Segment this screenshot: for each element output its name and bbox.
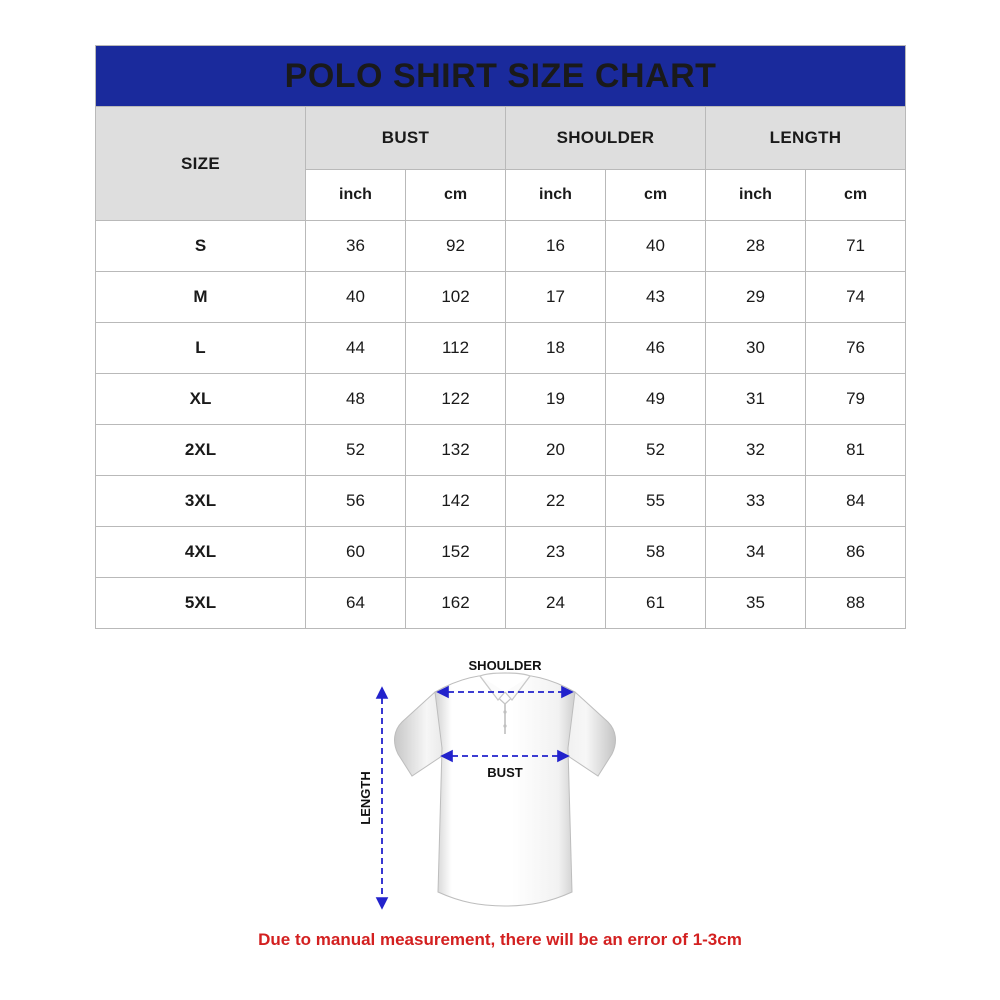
table-row <box>96 323 906 374</box>
table-row <box>96 476 906 527</box>
cell-shoulder-inch: 18 <box>506 323 606 374</box>
cell-size: 2XL <box>96 425 306 476</box>
cell-shoulder-inch: 16 <box>506 221 606 272</box>
cell-length-cm: 74 <box>806 272 906 323</box>
length-label: LENGTH <box>358 771 373 825</box>
cell-size: 5XL <box>96 578 306 629</box>
measurement-note: Due to manual measurement, there will be an error of 1-3cm <box>258 930 742 949</box>
group-header-row <box>96 107 906 170</box>
cell-shoulder-cm: 61 <box>606 578 706 629</box>
table-row <box>96 374 906 425</box>
table-row <box>96 527 906 578</box>
cell-bust-cm: 102 <box>406 272 506 323</box>
cell-shoulder-inch: 19 <box>506 374 606 425</box>
header-bust: BUST <box>306 107 506 170</box>
cell-shoulder-inch: 20 <box>506 425 606 476</box>
cell-bust-inch: 40 <box>306 272 406 323</box>
cell-size: 4XL <box>96 527 306 578</box>
cell-length-cm: 84 <box>806 476 906 527</box>
table-row <box>96 578 906 629</box>
cell-length-inch: 31 <box>706 374 806 425</box>
unit-bust-inch: inch <box>306 170 406 221</box>
cell-size: S <box>96 221 306 272</box>
cell-size: 3XL <box>96 476 306 527</box>
cell-size: M <box>96 272 306 323</box>
cell-bust-inch: 60 <box>306 527 406 578</box>
cell-bust-cm: 142 <box>406 476 506 527</box>
cell-shoulder-inch: 23 <box>506 527 606 578</box>
cell-length-cm: 81 <box>806 425 906 476</box>
cell-shoulder-cm: 55 <box>606 476 706 527</box>
cell-bust-cm: 162 <box>406 578 506 629</box>
cell-bust-inch: 48 <box>306 374 406 425</box>
size-chart-table <box>95 45 906 629</box>
cell-bust-inch: 36 <box>306 221 406 272</box>
unit-length-inch: inch <box>706 170 806 221</box>
cell-shoulder-cm: 49 <box>606 374 706 425</box>
cell-length-cm: 76 <box>806 323 906 374</box>
bust-label: BUST <box>487 765 523 780</box>
unit-shoulder-inch: inch <box>506 170 606 221</box>
cell-bust-inch: 52 <box>306 425 406 476</box>
cell-shoulder-cm: 43 <box>606 272 706 323</box>
cell-shoulder-cm: 58 <box>606 527 706 578</box>
cell-bust-cm: 112 <box>406 323 506 374</box>
cell-bust-cm: 122 <box>406 374 506 425</box>
shoulder-label: SHOULDER <box>468 658 542 673</box>
cell-length-cm: 88 <box>806 578 906 629</box>
cell-length-inch: 32 <box>706 425 806 476</box>
cell-length-inch: 29 <box>706 272 806 323</box>
measurement-diagram <box>340 630 670 920</box>
cell-bust-inch: 56 <box>306 476 406 527</box>
cell-length-inch: 33 <box>706 476 806 527</box>
cell-shoulder-inch: 17 <box>506 272 606 323</box>
chart-title-row <box>96 46 906 107</box>
cell-length-cm: 71 <box>806 221 906 272</box>
cell-length-inch: 30 <box>706 323 806 374</box>
unit-length-cm: cm <box>806 170 906 221</box>
unit-shoulder-cm: cm <box>606 170 706 221</box>
header-size: SIZE <box>96 107 306 221</box>
page-title: POLO SHIRT SIZE CHART <box>96 46 906 107</box>
cell-shoulder-cm: 40 <box>606 221 706 272</box>
cell-shoulder-cm: 52 <box>606 425 706 476</box>
cell-bust-cm: 92 <box>406 221 506 272</box>
cell-length-inch: 35 <box>706 578 806 629</box>
cell-size: XL <box>96 374 306 425</box>
cell-shoulder-inch: 24 <box>506 578 606 629</box>
cell-bust-cm: 132 <box>406 425 506 476</box>
cell-size: L <box>96 323 306 374</box>
cell-shoulder-cm: 46 <box>606 323 706 374</box>
header-shoulder: SHOULDER <box>506 107 706 170</box>
table-row <box>96 425 906 476</box>
cell-bust-cm: 152 <box>406 527 506 578</box>
cell-length-inch: 34 <box>706 527 806 578</box>
polo-shirt-illustration <box>395 673 616 906</box>
cell-bust-inch: 64 <box>306 578 406 629</box>
cell-shoulder-inch: 22 <box>506 476 606 527</box>
cell-bust-inch: 44 <box>306 323 406 374</box>
cell-length-cm: 86 <box>806 527 906 578</box>
unit-bust-cm: cm <box>406 170 506 221</box>
cell-length-cm: 79 <box>806 374 906 425</box>
table-row <box>96 221 906 272</box>
size-chart-table-container <box>95 45 905 629</box>
table-row <box>96 272 906 323</box>
header-length: LENGTH <box>706 107 906 170</box>
cell-length-inch: 28 <box>706 221 806 272</box>
